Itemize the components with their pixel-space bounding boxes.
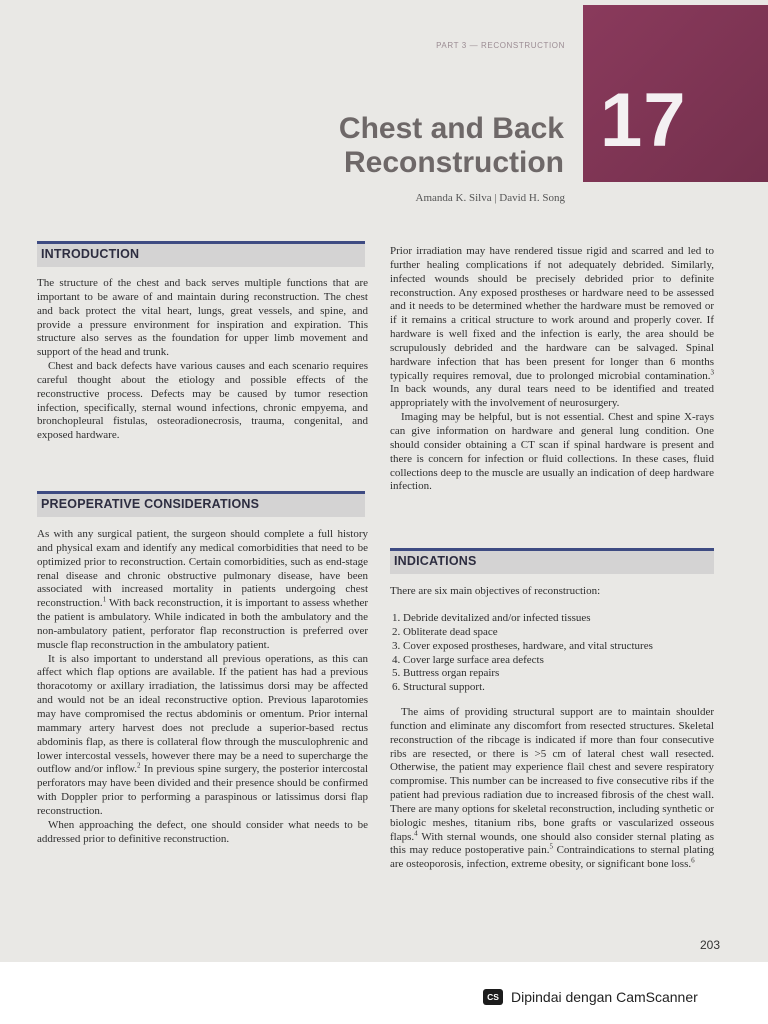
list-item: 1. Debride devitalized and/or infected tissues <box>392 612 591 624</box>
reference-mark: 2 <box>136 761 141 770</box>
reference-mark: 3 <box>710 367 714 376</box>
section-heading-preoperative <box>37 491 365 517</box>
paragraph: Imaging may be helpful, but is not essential. Chest and spine X-rays can give information on hardware and general lung condition. One should consider obtaining a CT scan if spinal hardware is present and there is concern for infection or fluid collections. In these cases, fluid collections deep to the muscle are usually an indication of deep hardware infection. <box>390 411 714 493</box>
paragraph: Chest and back defects have various causes and each scenario requires careful thought about the etiology and possible effects of the reconstructive process. Defects may be caused by tumor resection infection, specifically, sternal wound infections, chronic empyema, and bronchopleural fistulas, osteoradionecrosis, trauma, congenital, and exposed hardware. <box>37 360 368 442</box>
section-heading-introduction <box>37 241 365 267</box>
text-run: The aims of providing structural support are to maintain shoulder function and eliminate any discomfort from resected structures. Skeletal reconstruction of the ribcage is indicated if more than four consecutive ribs are resected, or there is >5 cm of lateral chest wall resected. Otherwise, the patient may experience flail chest and severe respiratory compromise. This number can be increased to five consecutive ribs if the patient had previous radiation due to increased fibrosis of the chest wall. There are many options for skeletal reconstruction, including synthetic or biologic meshes, titanium ribs, bone grafts or vascularized osseous flaps. <box>390 706 714 843</box>
paragraph: When approaching the defect, one should consider what needs to be addressed prior to definitive reconstruction. <box>37 818 368 845</box>
chapter-title <box>250 112 564 180</box>
paragraph <box>390 245 714 411</box>
reference-mark: 4 <box>414 828 418 837</box>
scanner-watermark <box>483 987 698 1007</box>
chapter-authors: Amanda K. Silva | David H. Song <box>415 192 565 204</box>
part-label: PART 3 — RECONSTRUCTION <box>436 41 565 50</box>
chapter-title-line1: Chest and Back <box>338 112 564 145</box>
paragraph <box>37 528 368 653</box>
text-run: As with any surgical patient, the surgeon should complete a full history and physical exam and identify any medical comorbidities that need to be optimized prior to reconstruction. Certain comorbidities, such as end-stage renal disease and chronic obstructive pulmonary disease, have been associated with increased mortality in patients undergoing chest reconstruction. <box>37 528 368 610</box>
introduction-body <box>37 277 368 443</box>
list-item: 5. Buttress organ repairs <box>392 667 500 680</box>
text-run: With sternal wounds, one should also consider sternal plating as this may reduce postoperative pain. <box>390 830 714 857</box>
page-number: 203 <box>699 938 720 952</box>
text-run: In back wounds, any dural tears need to be identified and treated appropriately with the involvement of neurosurgery. <box>390 383 714 410</box>
reference-mark: 6 <box>691 856 695 865</box>
text-run: Contraindications to sternal plating are osteoporosis, infection, extreme obesity, or significant bone loss. <box>390 844 715 871</box>
scanner-text: Dipindai dengan CamScanner <box>511 989 698 1005</box>
right-column-body <box>390 245 714 494</box>
paragraph: The structure of the chest and back serves multiple functions that are important to be aware of and maintain during reconstruction. The chest and back protect the vital heart, lungs, great vessels, and spine, and provide a pressure environment for inspiration and expiration. This structure also serves as the foundation for upper limb movement and support of the head and trunk. <box>37 277 368 359</box>
indications-list <box>392 612 714 695</box>
section-heading-indications <box>390 548 714 574</box>
list-item: 6. Structural support. <box>392 681 485 694</box>
chapter-title-line2: Reconstruction <box>343 146 564 179</box>
chapter-number: 17 <box>600 78 687 163</box>
text-run: In previous spine surgery, the posterior intercostal perforators may have been divided and their presence should be confirmed with Doppler prior to performing a paraspinous or latissimus dorsi flap reconstruction. <box>37 763 369 817</box>
reference-mark: 5 <box>549 842 553 851</box>
text-run: With back reconstruction, it is important to assess whether the patient is ambulatory. While indicated in both the ambulatory and the non-ambulatory patient, perforator flap reconstruction is preferred over muscle flap reconstruction in the ambulatory patient. <box>37 597 368 651</box>
indications-intro: There are six main objectives of reconstruction: <box>390 585 601 597</box>
indications-body <box>390 706 714 872</box>
text-run: It is also important to understand all previous operations, as this can affect which flap options are available. If the patient has had a previous thoracotomy or axillary irradiation, the latissimus dorsi may be affected and would not be an ideal reconstructive option. Previous laparotomies may have compromised the rectus abdominis or omentum. Prior internal mammary artery harvest does not preclude a superior-based rectus abdominis flap, as there is collateral flow through the musculophrenic and lower intercostal vessels, however there may be a need to supercharge the outflow and/or inflow. <box>37 652 368 776</box>
section-heading-text: PREOPERATIVE CONSIDERATIONS <box>41 497 260 511</box>
text-run: Prior irradiation may have rendered tissue rigid and scarred and led to further healing complications if not adequately debrided. Similarly, infected wounds should be precisely debrided prior to definite reconstruction. Any exposed prostheses or hardware need to be assessed and it needs to be determined whether the hardware must be removed or if it remains a critical structure to work around and properly cover. If hardware is well fixed and the infection is early, the area should be scrupulously debrided and the hardware can be salvaged. Spinal hardware infection that has been present for longer than 6 months typically requires removal, due to prolonged microbial contamination. <box>390 245 714 382</box>
list-item: 2. Obliterate dead space <box>392 625 498 638</box>
section-heading-text: INTRODUCTION <box>41 247 140 261</box>
list-item: 3. Cover exposed prostheses, hardware, and vital structures <box>392 639 653 652</box>
list-item: 4. Cover large surface area defects <box>392 653 544 666</box>
paragraph <box>390 706 714 872</box>
camscanner-logo-icon: CS <box>483 989 503 1005</box>
paragraph <box>37 653 368 819</box>
preoperative-body <box>37 528 368 846</box>
reference-mark: 1 <box>102 595 107 604</box>
section-heading-text: INDICATIONS <box>394 554 477 568</box>
